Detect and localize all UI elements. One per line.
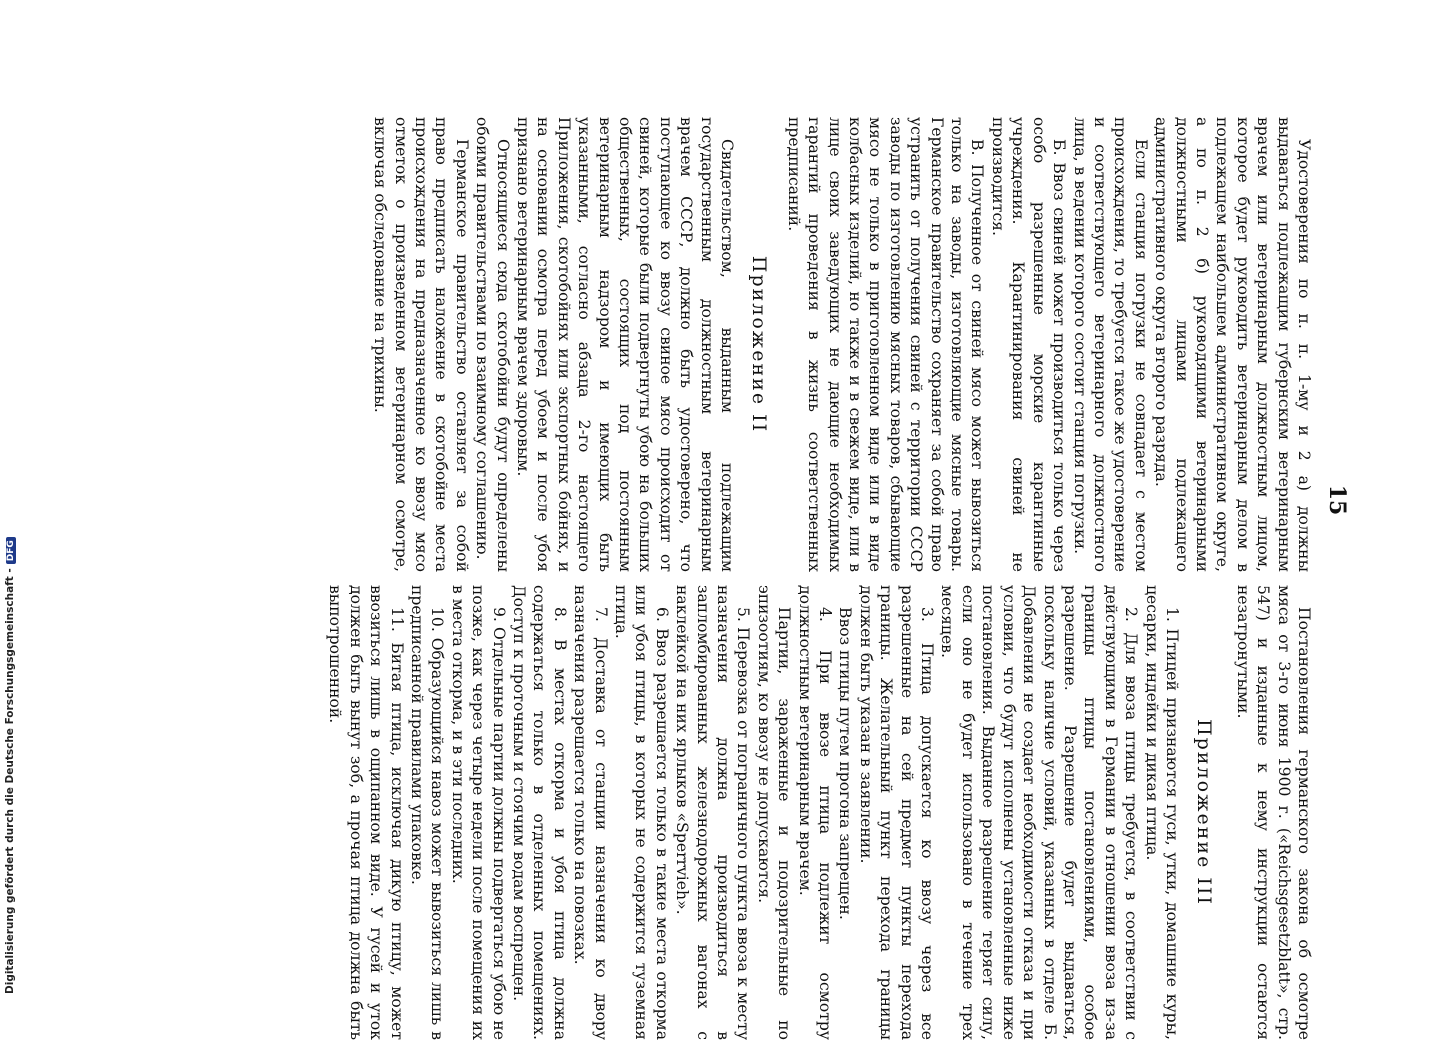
paragraph: 3. Птица допускается ко ввозу через все разрешенные на сей предмет пункты перехода границы. Желательный пункт перехода границы должен быть указан в заявлении. [856, 585, 937, 1040]
paragraph: В. Полученное от свиней мясо может вывозиться только на заводы, изготовляющие мясные товары. Германское правительство сохраняет за собой право устранить от получения свиней с территории СССР заводы по изготовлению мясных товаров, сбывающие мясо не только в приготовленном виде или в виде колбасных изделий, но также и в свежем виде, или в лице своих заведующих не дающие необходимых гарантий проведения в жизнь соответственных предписаний. [784, 117, 987, 572]
paragraph: Ввоз птицы путем прогона запрещен. [836, 607, 855, 920]
paragraph: Удостоверения по п. п. 1-му и 2 а) должны выдаваться подлежащим губернским ветеринарным врачем или ветеринарным должностным лицом, которое будет руководить ветеринарным делом в подлежащем наибольшем административном округе, а по п. 2 б) руководящими ветеринарными должностными лицами подлежащего административного округа второго разряда. [1152, 117, 1313, 572]
appendix-iii-heading: Приложение III [1193, 719, 1216, 906]
paragraph: 11. Битая птица, исключая дикую птицу, может ввозиться лишь в ощипанном виде. У гусей и уток должен быть вынут зоб, а прочая птица должна быть выпотрошенной. [326, 585, 406, 1040]
paragraph: Германское правительство оставляет за собой право предпиcать наложение в скотобойне места происхождения на предназначенное ко ввозу мясо отметок о произведенном ветеринарном осмотре, включая обследование на трихины. [371, 117, 471, 572]
paragraph: Свидетельством, выданным подлежащим государственным должностным ветеринарным врачем СССР, должно быть удостоверено, что поступающее ко ввозу свиное мясо происходит от свиней, которые были подвергнуты убою на больших общественных, состоящих под постоянным ветеринарным надзором и имеющих быть указанными, согласно абзаца 2-го настоящего Приложения, скотобойнях или экспортных бойнях, и на основании осмотра перед убоем и после убоя признано ветеринарным врачем здоровым. [513, 117, 737, 572]
paragraph: 6. Ввоз разрешается только в такие места откорма или убоя птицы, в которых не содержится туземная птица. [612, 585, 671, 1040]
paragraph: 7. Доставка от станции назначения ко двору назначения разрешается только на повозках. [571, 585, 610, 1040]
left-column [371, 117, 1314, 572]
footer-text: Digitalisierung gefördert durch die Deutsche Forschungsgemeinschaft - [4, 568, 16, 994]
paragraph: Б. Ввоз свиней может производиться только через особо разрешенные морские карантинные учреждения. Карантинирования свиней не производится. [988, 117, 1069, 572]
paragraph: 1. Птицей признаются гуси, утки, домашние куры, цесарки, индейки и дикая птица. [1142, 585, 1181, 1040]
paragraph: Относящиеся сюда скотобойни будут определены обоими правительствами по взаимному соглашению. [473, 117, 512, 572]
appendix-ii-heading: Приложение II [748, 255, 771, 434]
paragraph: 2. Для ввоза птицы требуется, в соответствии с действующими в Германии в отношении ввоза из-за границы птицы постановлениями, особое разрешение. Разрешение будет выдаваться, поскольку наличие условий, указанных в отделе Б. Добавления не создает необходимости отказа и при условии, что будут исполнены установленные ниже постановления. Выданное разрешение теряет силу, если оно не будет использовано в течение трех месяцев. [938, 585, 1141, 1040]
paragraph: 10. Образующийся навоз может вывозиться лишь в предписанной правилами упаковке. [407, 585, 447, 1040]
paragraph: Партии, зараженные и подозрительные по эпизоотиям, ко ввозу не допускаются. [754, 585, 794, 1040]
paragraph: Если станция погрузки не совпадает с местом происхождения, то требуется такое же удостоверение и соответствующего ветеринарного должностного лица, в ведении которого состоит станция погрузки. [1070, 117, 1150, 572]
paragraph: 4. При ввозе птица подлежит осмотру должностным ветеринарным врачем. [795, 585, 835, 1040]
paragraph: Постановления германского закона об осмотре мяса от 3-го июня 1900 г. («Reichsgesetzblatt», стр. 547) и изданные к нему инструкции остаются незатронутыми. [1233, 585, 1313, 1040]
dfg-logo-icon: DFG [6, 537, 16, 564]
paragraph: 8. В местах откорма и убоя птица должна содержаться только в отделенных помещениях. Доступ к проточным и стоячим водам воспрещен. [509, 585, 569, 1040]
digitization-footer [2, 540, 18, 994]
footer-text-wrap [4, 537, 16, 994]
page-number: 15 [1324, 484, 1350, 516]
right-column [326, 585, 1314, 1040]
paragraph: 9. Отдельные партии должны подвергаться убою не позже, как через четыре недели после помещения их в места откорма, и в эти последних. [448, 585, 508, 1040]
paragraph: 5. Перевозка от пограничного пункта ввоза к месту назначения должна производиться в запломбированных железнодорожных вагонах с наклейкой на них ярлыков «Sperrvieh». [673, 585, 753, 1040]
